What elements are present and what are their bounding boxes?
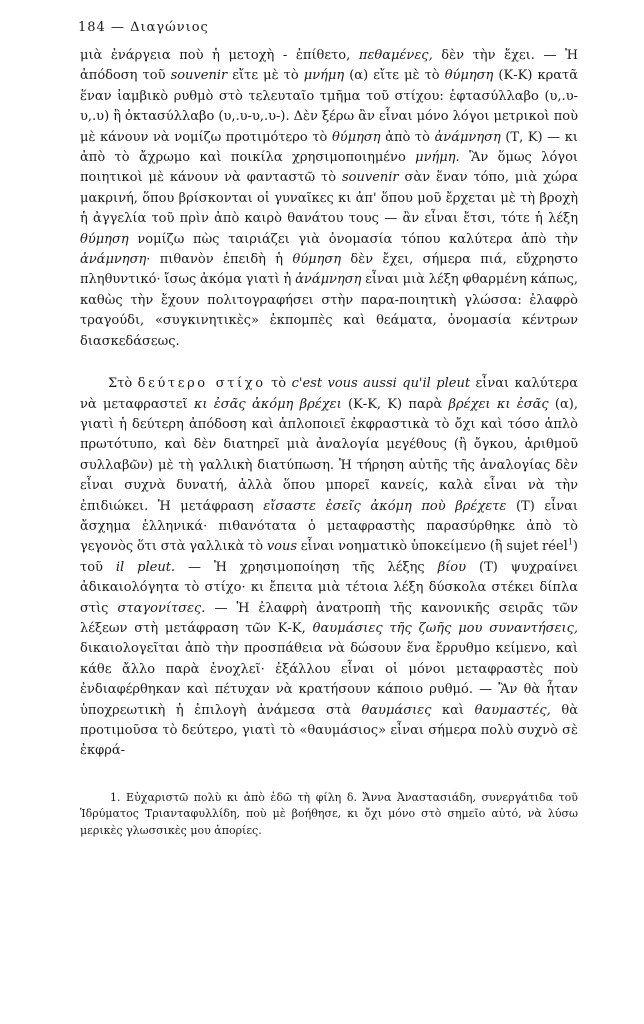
italic-run: vous (266, 539, 298, 555)
text-run: (Τ) εἶναι ἄσχημα ἑλληνικά· πιθανότατα ὁ μεταφραστὴς παρασύρθηκε ἀπὸ τὸ γεγονὸς ὅτι στὰ γαλλικὰ τὸ (80, 498, 578, 555)
text-run: μιὰ ἐνάργεια ποὺ ἡ μετοχὴ - ἐπίθετο, (80, 48, 359, 63)
text-run: (Τ) ψυχραίνει ἀδικαιολόγητα τὸ στίχο· κι ἔπειτα μιὰ τέτοια λέξη δύσκολα στέκει δίπλα στὶς (80, 559, 578, 616)
text-run: (Κ-Κ) κρατᾶ ἕναν ἰαμβικὸ ρυθμὸ στὸ τελευταῖο τμῆμα τοῦ στίχου: ἑφτασύλλαβο (υ,.υ-υ,.υ) ἢ ὀκτασύλλαβο (υ,.υ-υ,.υ-). Δὲν ξέρω ἂν εἶναι μόνο λόγοι μετρικοὶ ποὺ μὲ κάνουν νὰ νομίζω προτιμότερο τὸ (80, 68, 578, 145)
italic-run: βίου (437, 559, 467, 575)
text-run: (α), γιατὶ ἡ δεύτερη ἀπόδοση καὶ ἁπλοποιεῖ ἐκφραστικὰ τὸ ὄχι καὶ τόσο ἁπλὸ πρωτότυπο, καὶ δὲν διατηρεῖ μιὰ ἀναλογία μεγέθους (ἢ ὄγκου, ἀριθμοῦ συλλαβῶν) μὲ τὴ γαλλικὴ διατύπωση. Ἡ τήρηση αὐτῆς τῆς ἀναλογίας δὲν εἶναι συχνὰ δυνατή, ἀλλὰ ὅπου μπορεῖ κανείς, καλὰ εἶναι νὰ τὴν ἐπιδιώκει. Ἡ μετάφραση (80, 396, 578, 514)
italic-run: κι ἐσᾶς ἀκόμη βρέχει (193, 396, 342, 412)
footnote-number: 1. (110, 790, 121, 804)
text-run: σὰν ἕναν τόπο, μιὰ χώρα μακρινή, ὅπου βρίσκονται οἱ γυναῖκες κι ἀπ' ὅπου μοῦ ἔρχεται μὲ τὴ βροχὴ ἡ ἀγγελία τοῦ πρὶν ἀπὸ καιρὸ θανάτου τους — ἂν εἶναι ἔτσι, τότε ἡ λέξη (80, 170, 578, 227)
text-run: εἶναι μιὰ λέξη φθαρμένη κάπως, καθὼς τὴν ἔχουν πολιτογραφήσει στὴν παρα-ποιητικὴ γλώσσα: ἐλαφρὸ τραγούδι, «συγκινητικὲς» ἐκπομπὲς καὶ θεάματα, ὀνομασία κέντρων διασκεδάσεως. (80, 272, 578, 349)
italic-run: ἀνάμνηση (295, 272, 362, 288)
text-run: Ἂν ὅμως λόγοι ποιητικοὶ μὲ κάνουν νὰ φανταστῶ τὸ (80, 150, 578, 186)
paragraph-1 (80, 46, 578, 352)
italic-run: ἀνάμνηση (80, 252, 147, 268)
text-run: (Κ-Κ, Κ) παρὰ (341, 396, 449, 412)
spaced-run: δεύτερο στίχο (137, 376, 266, 392)
text-run: ) τοῦ (80, 539, 578, 575)
italic-run: θαυμαστές, (474, 702, 551, 718)
italic-run: ἀνάμνηση (434, 129, 501, 145)
text-run: εἶναι νοηματικὸ ὑποκείμενο (ἢ sujet réel (297, 539, 568, 555)
footnote (80, 790, 578, 840)
running-title: — Διαγώνιος (110, 20, 209, 35)
italic-run: il pleut. (115, 559, 176, 575)
italic-run: μνήμη. (415, 150, 460, 166)
text-run: — Ἡ χρησιμοποίηση τῆς λέξης (175, 559, 438, 575)
text-run: · πιθανὸν ἐπειδὴ ἡ (146, 252, 293, 268)
italic-run: c'est vous aussi qu'il pleut (291, 376, 471, 392)
paragraph-2 (80, 374, 578, 762)
text-run: καὶ (431, 702, 475, 718)
text-run: Στὸ (108, 376, 138, 392)
text-run: δικαιολογεῖται ἀπὸ τὴν προσπάθεια νὰ δώσουν ἕνα ἔρρυθμο κείμενο, καὶ κάθε ἄλλο παρὰ ἐνοχλεῖ· ἐξάλλου εἶναι οἱ μόνοι μεταφραστὲς ποὺ ἐνδιαφέρθηκαν καὶ πέτυχαν νὰ κρατήσουν κάποιο ρυθμό. — Ἂν θὰ ἦταν ὑποχρεωτικὴ ἡ ἐπιλογὴ ἀνάμεσα στὰ (80, 641, 578, 718)
italic-run: σταγονίτσες. (117, 600, 206, 616)
running-head (78, 20, 578, 38)
text-run: ἀπὸ τὸ (380, 129, 435, 145)
italic-run: θαυμάσιες τῆς ζωῆς μου συναντήσεις, (312, 620, 578, 636)
text-run: — Ἡ ἐλαφρὴ ἀνατροπὴ τῆς κανονικῆς σειρᾶς τῶν λέξεων στὴ μετάφραση τῶν Κ-Κ, (80, 600, 578, 636)
text-run: (α) εἴτε μὲ τὸ (344, 68, 445, 84)
italic-run: βρέχει κι ἐσᾶς (448, 396, 549, 412)
italic-run: θύμηση (292, 252, 342, 268)
text-run: νομίζω πὼς ταιριάζει γιὰ ὀνομασία τόπου καλύτερα ἀπὸ τὴν (128, 231, 578, 247)
italic-run: θύμηση (80, 231, 129, 247)
text-run: δὲν ἔχει, σήμερα πιά, εὔχρηστο πληθυντικό· ἴσως ἀκόμα γιατὶ ἡ (80, 252, 579, 288)
page-number: 184 (78, 20, 106, 35)
italic-run: θύμηση (331, 129, 381, 145)
italic-run: εἴσαστε ἐσεῖς ἀκόμη ποὺ βρέχετε (263, 498, 507, 514)
text-run: εἶναι καλύτερα νὰ μεταφραστεῖ (80, 376, 578, 412)
footnote-text: Εὐχαριστῶ πολὺ κι ἀπὸ ἐδῶ τὴ φίλη δ. Ἄννα Ἀναστασιάδη, συνεργάτιδα τοῦ Ἱδρύματος Τριανταφυλλίδη, ποὺ μὲ βοήθησε, κι ὄχι μόνο στὸ σημεῖο αὐτό, νὰ λύσω μερικὲς γλωσσικὲς μου ἀπορίες. (80, 790, 578, 837)
text-run: εἴτε μὲ τὸ (227, 68, 304, 84)
text-run: δὲν τὴν ἔχει. — Ἡ ἀπόδοση τοῦ (80, 48, 579, 84)
text-run: (Τ, Κ) — κι ἀπὸ τὸ ἄχρωμο καὶ ποικίλα χρησιμοποιημένο (80, 129, 578, 166)
italic-run: πεθαμένες, (358, 48, 433, 63)
text-run: θὰ προτιμοῦσα τὸ δεύτερο, γιατὶ τὸ «θαυμάσιος» εἶναι σήμερα πολὺ συχνὸ σὲ ἐκφρά- (80, 702, 579, 759)
italic-run: θύμηση (444, 68, 494, 84)
footnote-ref[interactable]: 1 (567, 538, 573, 548)
text-run: τὸ (265, 376, 292, 392)
italic-run: θαυμάσιες (361, 702, 432, 718)
italic-run: μνήμη (303, 68, 345, 84)
italic-run: souvenir (341, 170, 399, 186)
italic-run: souvenir (170, 68, 228, 84)
